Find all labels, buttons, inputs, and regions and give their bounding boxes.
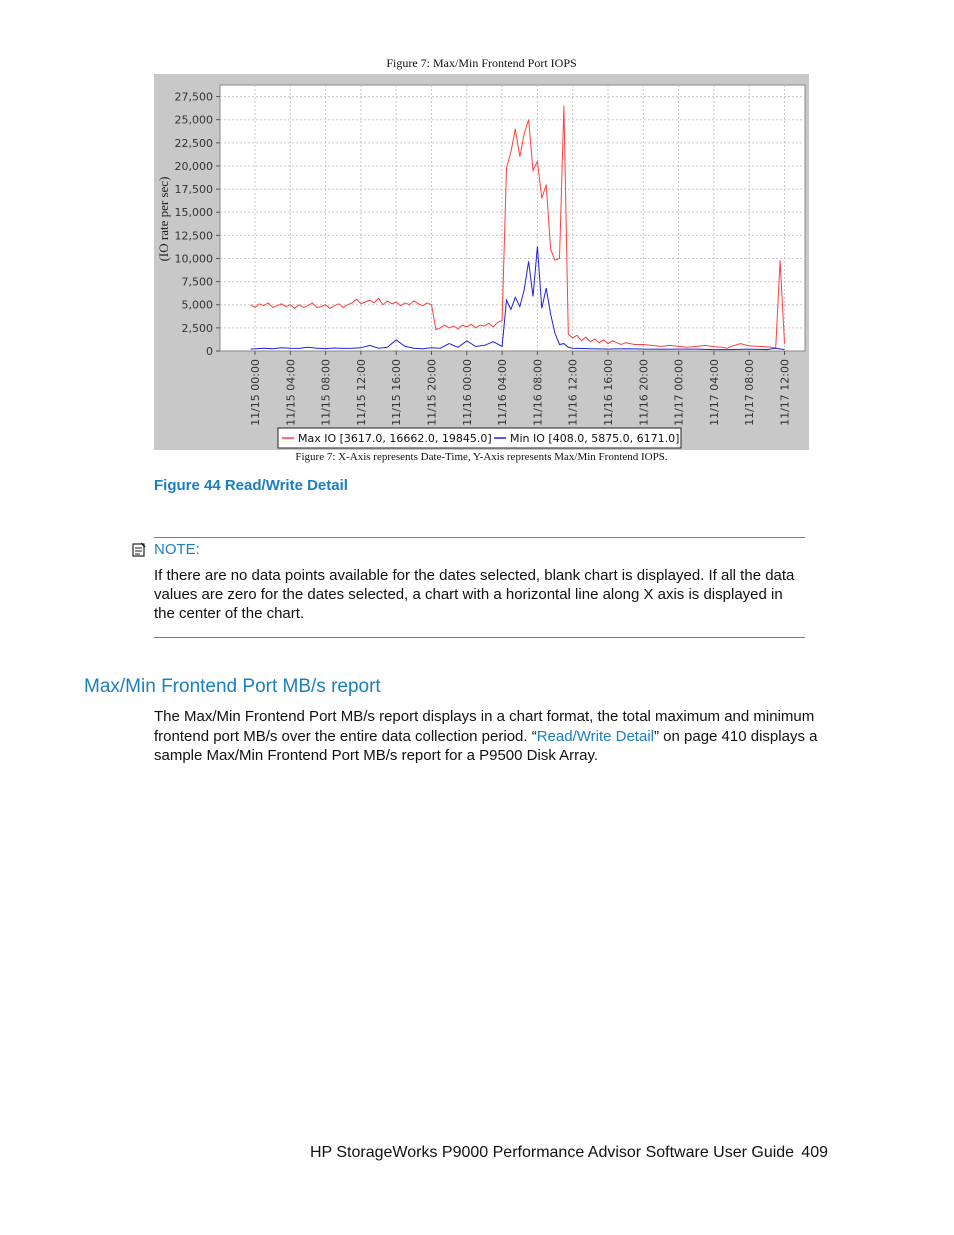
x-tick-label: 11/16 16:00 bbox=[602, 359, 615, 426]
figure-subtitle: Figure 7: X-Axis represents Date-Time, Y-Axis represents Max/Min Frontend IOPS. bbox=[295, 451, 668, 463]
figure-title: Figure 7: Max/Min Frontend Port IOPS bbox=[386, 56, 577, 70]
y-tick-label: 0 bbox=[206, 345, 213, 358]
plot-area bbox=[220, 85, 805, 351]
y-tick-label: 10,000 bbox=[174, 252, 213, 266]
section-heading: Max/Min Frontend Port MB/s report bbox=[84, 676, 381, 697]
x-tick-label: 11/15 00:00 bbox=[249, 359, 262, 426]
x-tick-label: 11/17 00:00 bbox=[672, 359, 686, 426]
x-tick-label: 11/17 12:00 bbox=[778, 359, 792, 426]
x-tick-label: 11/15 04:00 bbox=[284, 359, 298, 426]
read-write-detail-link[interactable]: Read/Write Detail bbox=[536, 727, 654, 745]
footer-title: HP StorageWorks P9000 Performance Advisor Software User Guide bbox=[310, 1144, 795, 1161]
note-header bbox=[132, 541, 200, 558]
legend-max-io-label: Max IO [3617.0, 16662.0, 19845.0] bbox=[298, 432, 492, 445]
y-tick-label: 25,000 bbox=[174, 113, 213, 127]
x-tick-label: 11/15 20:00 bbox=[425, 359, 439, 426]
x-tick-label: 11/17 08:00 bbox=[743, 359, 757, 426]
y-tick-label: 5,000 bbox=[181, 298, 213, 312]
x-tick-label: 11/16 00:00 bbox=[460, 359, 474, 426]
y-tick-label: 15,000 bbox=[174, 206, 213, 220]
y-tick-label: 20,000 bbox=[174, 159, 213, 173]
x-tick-label: 11/17 04:00 bbox=[707, 359, 721, 426]
note-text: If there are no data points available for the dates selected, blank chart is displayed. If all the data values are zero for the dates selected, a chart with a horizontal line along X axis is displayed in the center of the chart. bbox=[154, 567, 795, 622]
note-top-rule bbox=[154, 537, 805, 538]
iops-line-chart bbox=[154, 74, 809, 450]
y-tick-label: 2,500 bbox=[181, 321, 213, 335]
legend-min-io-label: Min IO [408.0, 5875.0, 6171.0] bbox=[510, 432, 680, 445]
y-tick-label: 12,500 bbox=[174, 229, 213, 243]
y-tick-label: 22,500 bbox=[174, 136, 213, 150]
x-tick-label: 11/16 08:00 bbox=[531, 359, 545, 426]
figure-caption: Figure 44 Read/Write Detail bbox=[154, 477, 348, 494]
x-tick-label: 11/16 20:00 bbox=[637, 359, 651, 426]
y-tick-label: 7,500 bbox=[181, 275, 213, 289]
y-axis-label: (IO rate per sec) bbox=[156, 176, 171, 262]
y-tick-label: 17,500 bbox=[174, 183, 213, 197]
page-footer bbox=[310, 1144, 828, 1162]
note-label: NOTE: bbox=[154, 541, 200, 558]
chart-panel bbox=[154, 74, 809, 450]
x-tick-label: 11/16 12:00 bbox=[566, 359, 580, 426]
page-number: 409 bbox=[801, 1144, 828, 1161]
body-text-end: ” on page 410 displays a sample Max/Min Frontend Port MB/s report for a P9500 Disk Array. bbox=[154, 727, 818, 764]
y-tick-label: 27,500 bbox=[174, 90, 213, 104]
x-tick-label: 11/16 04:00 bbox=[496, 359, 510, 426]
x-tick-label: 11/15 08:00 bbox=[319, 359, 333, 426]
section-body bbox=[154, 707, 834, 766]
body-text-start: The Max/Min Frontend Port MB/s report displays in a chart format, the total maximum and minimum frontend port MB/s over the entire data collection period. “ bbox=[154, 708, 815, 745]
note-icon bbox=[132, 542, 146, 557]
x-tick-label: 11/15 16:00 bbox=[390, 359, 404, 426]
note-bottom-rule bbox=[154, 637, 805, 638]
x-tick-label: 11/15 12:00 bbox=[354, 359, 368, 426]
